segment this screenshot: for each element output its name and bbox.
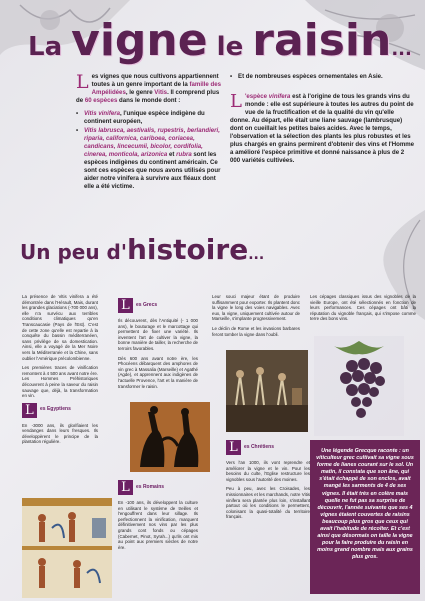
grape-bunch-photo: [314, 336, 404, 436]
history-heading: Un peu d'histoire...: [20, 233, 265, 266]
species-item-asia: • Et de nombreuses espèces ornementales en Asie.: [230, 73, 415, 81]
species-list: [76, 110, 223, 191]
history-romans-block: [118, 478, 198, 598]
greek-amphora-painting: [130, 402, 210, 472]
history-column-4: [310, 294, 416, 336]
species-item-american: • Vitis labrusca, aestivalis, rupestris, berlandieri, riparia, californica, cariboea, coriacea, candicans, lincecumii, bicolor, cordifolia, cinerea, monticola, arizonica et rubra sont les espèces indigènes du continent américain. Ce sont ces espèces que nous avons utilisés pour aider notre vinifera à survivre aux fléaux dont elle a été victime.: [76, 127, 223, 191]
history-column-3-bottom: [226, 438, 310, 598]
history-paragraph-crusades: Peu à peu, avec les Croisades, les missionnaires et les marchands, notre Vitis vinifera sera plantée plus loin, s'installant partout où les conditions le permettent, colonisant la quasi-totalité du territoire français.: [226, 486, 310, 520]
history-paragraph-cepages: Les cépages classiques issus des vignobles de la vieille Europe, ont été sélectionnés en fonction de leurs performances. Ces cépages ont bâti la réputation du vignoble français, qui s'impose comme terre des bons vins.: [310, 294, 416, 322]
history-column-1: [22, 294, 98, 494]
history-paragraph-first-traces: Les premières traces de vinification remontent à 4 500 ans avant notre ère. Les Hommes Préhistoriques découvrent à peine la saveur du raisin sauvage que, déjà, la transformation en vin.: [22, 365, 98, 399]
history-paragraph-christians: Vers l'an 1000, ils vont reprendre et améliorer la vigne et le vin. Pour les besoins du culte, l'Eglise restructure les vignobles sous l'autorité des moines.: [226, 460, 310, 482]
history-paragraph-decline: Le déclin de Rome et les invasions barbares feront tomber la vigne dans l'oubli.: [212, 325, 300, 337]
species-list-asia: [230, 73, 415, 81]
section-tag-romans: L es Romains: [118, 480, 198, 495]
intro-column-left: [76, 73, 223, 203]
medieval-vineyard-illustration: [226, 350, 308, 432]
history-column-3-top: [212, 294, 300, 349]
history-paragraph-greeks-1: Ils découvrent, dès l'Antiquité (- 1 000 ans), le bouturage et le marcottage qui permettent de fixer une variété. Ils inventent l'art de cultiver la vigne, la bonne manière de tailler, la recherche de terroirs favorables.: [118, 318, 198, 351]
intro-paragraph-genus: Les vignes que nous cultivons appartiennent toutes à un genre important de la famille des Ampélidées, le genre Vitis. Il comprend plus de 60 espèces dans le monde dont :: [76, 71, 221, 104]
legend-callout-box: [310, 440, 420, 594]
history-paragraph-greeks-2: Dès 600 ans avant notre ère, les Phocéens débarquent des amphores de vin grec à Massalia (Marseille) et Agathé (Agde), et apprennent aux indigènes de l'actuelle Provence, l'art et la manière de transformer le raisin.: [118, 355, 198, 389]
history-paragraph-romans: En -100 ans, ils développent la culture en utilisant le système de treilles et l'engouffrent dans leur sillage. Ils perfectionnent la vinification, marquent définitivement nos vins par les plus grands cont fonds ou cépages (Cabernet, Pinot, Syrah...) qu'ils ont mis au point aux premiers siècles de notre ère.: [118, 500, 198, 550]
section-tag-egyptians: L es Egyptiens: [22, 403, 98, 418]
egyptian-fresco-painting: [22, 498, 112, 598]
section-tag-greeks: L es Grecs: [118, 298, 198, 313]
history-paragraph-origins: La présence de Vitis vinifera a été démontrée dans l'Hérault, Mais, durant les grandes glaciations (-700 000 ans), elle n'a survécu aux terribles conditions climatiques qu'en Transcaucasie (Pays de l'Est). C'est de cette zone qu'elle est repartie à la conquête du bassin méditerranéen, sans privilège de sa domestication. Ainsi, elle a voyagé de la Mer Noire vers la Méditerranée et la Chine, sans oublier l'Amérique précolombienne.: [22, 294, 98, 361]
history-paragraph-export: Leur souci majeur étant de produire suffisamment pour exporter. Ils plantent donc la vigne le long des voies navigables. Avec eux, la vigne, uniquement cultivée autour de Marseille, s'implante progressivement.: [212, 294, 300, 322]
page-title: La vigne le raisin...: [28, 15, 412, 66]
section-tag-christians: L es Chrétiens: [226, 440, 310, 455]
legend-text: Une légende Grecque raconte : un viticulteur grec cultivait sa vigne sous forme de lianes courant sur le sol. Un matin, il constata que son âne, qui s'était échappé de son enclos, avait mangé les sarments de 4 de ses vignes. Il était très en colère mais quelle ne fut pas sa surprise de découvrir, l'année suivante que ses 4 vignes étaient couvertes de raisins beaucoup plus gros que ceux qui avait l'habitude de récolter. Et c'est ainsi que désormais on taille la vigne pour la faire produire du raisin en moins grand nombre mais aux grains plus gros.: [316, 448, 414, 561]
species-item-vinifera: • Vitis vinifera, l'unique espèce indigène du continent européen,: [76, 110, 223, 126]
history-paragraph-egyptians: En -3000 ans, ils glorifiaient les vendanges dans leurs fresques. Ils développèrent le principe de la plantation régulière.: [22, 422, 98, 445]
intro-paragraph-vinifera: L 'espèce vinifera est à l'origine de tous les grands vins du monde : elle est supérieure à toutes les autres du point de vue de la fructification et de la qualité du vin qu'elle donne. Au départ, elle était une liane sauvage (lambrusque) dont on cueillait les petites baies acides. Avec le temps, l'observation et la sélection des plants les plus robustes et les plus chargés en grains permirent d'obtenir des vins et l'Homme a amélioré l'espèce primitive et donné naissance à plus de 2 000 variétés cultivées.: [230, 91, 415, 164]
